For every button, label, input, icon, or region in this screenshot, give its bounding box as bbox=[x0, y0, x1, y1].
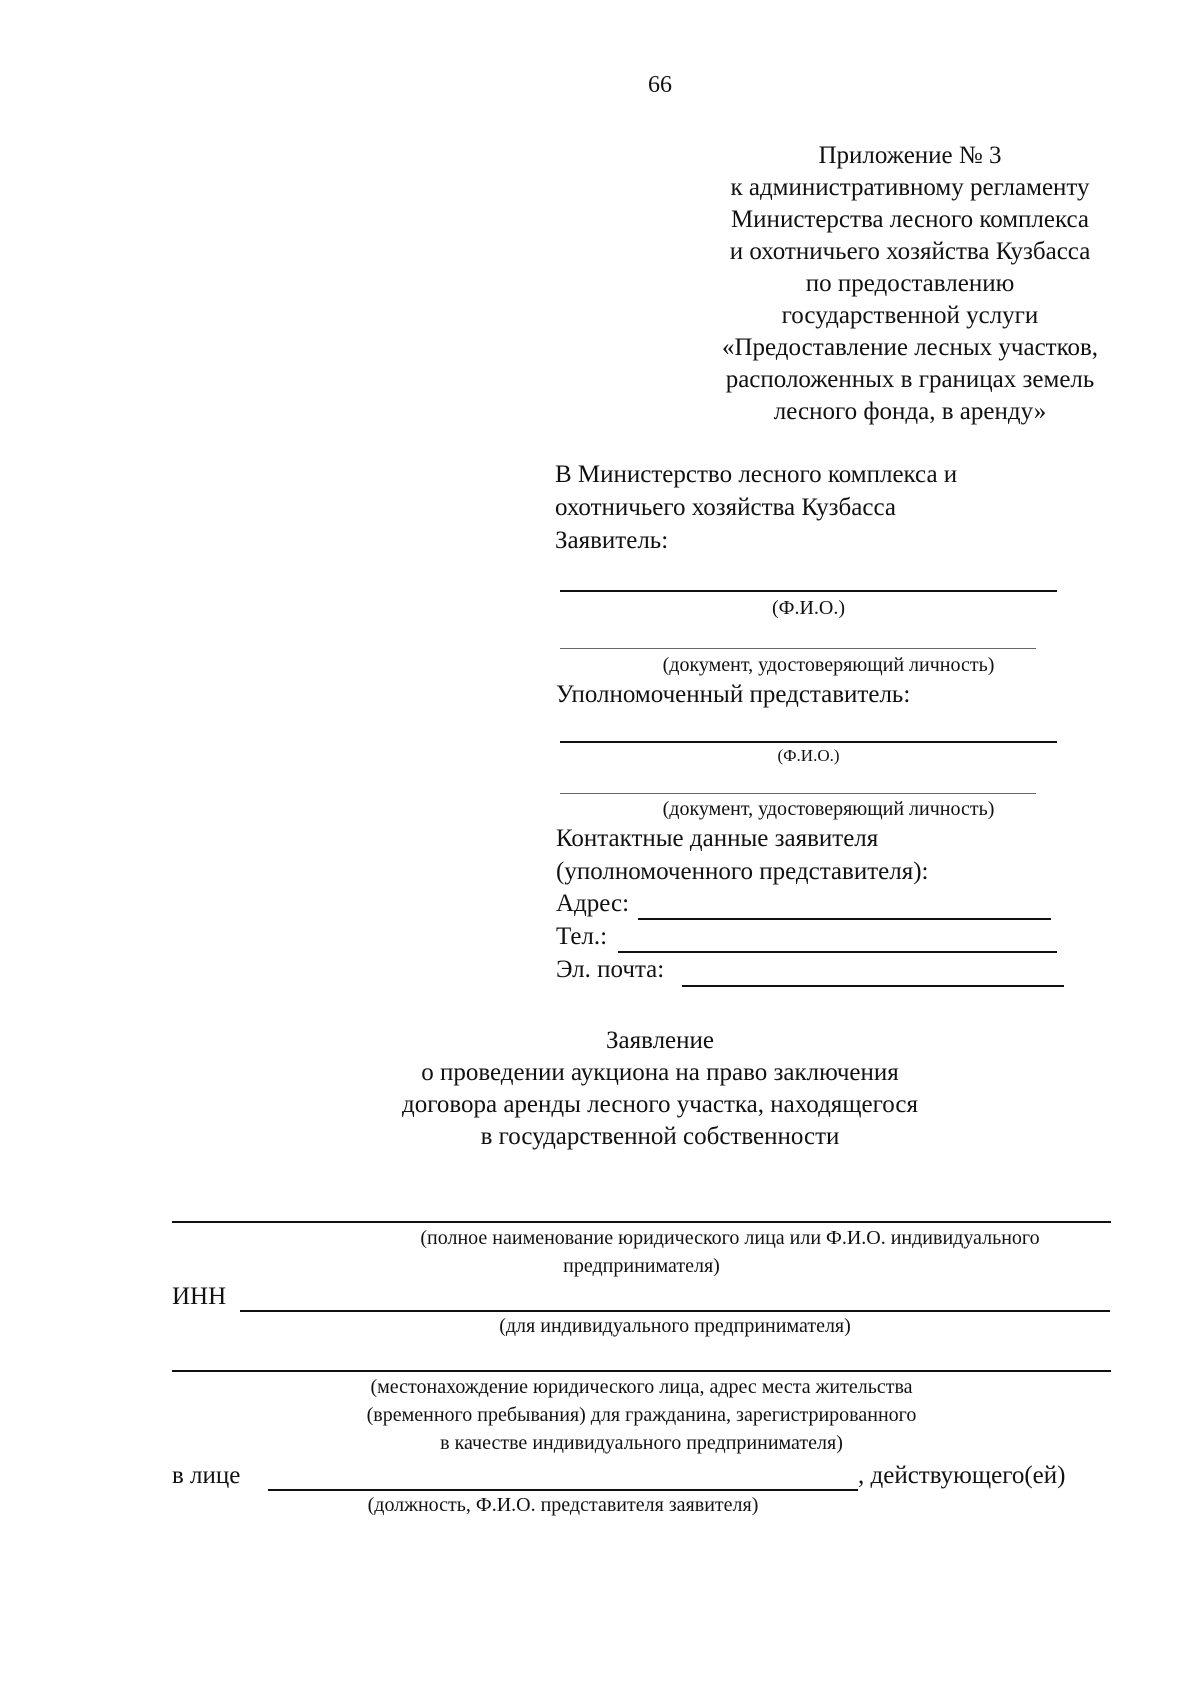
phone-label: Тел.: bbox=[556, 923, 608, 950]
representative-fio-caption: (Ф.И.О.) bbox=[777, 746, 840, 765]
title-line: о проведении аукциона на право заключения bbox=[421, 1059, 899, 1086]
representative-label: Уполномоченный представитель: bbox=[556, 681, 911, 708]
applicant-fio-field[interactable] bbox=[560, 590, 1057, 592]
appendix-line: расположенных в границах земель bbox=[725, 366, 1095, 393]
full-name-field[interactable] bbox=[172, 1221, 1111, 1223]
location-field[interactable] bbox=[172, 1370, 1111, 1372]
inn-label: ИНН bbox=[172, 1283, 227, 1310]
location-caption-3: в качестве индивидуального предпринимателя) bbox=[440, 1432, 843, 1454]
addressee-block bbox=[555, 458, 957, 557]
full-name-caption: (полное наименование юридического лица или Ф.И.О. индивидуального bbox=[420, 1227, 1040, 1249]
inn-field[interactable] bbox=[240, 1310, 1110, 1312]
appendix-line: лесного фонда, в аренду» bbox=[773, 398, 1047, 425]
representative-document-caption: (документ, удостоверяющий личность) bbox=[662, 798, 995, 820]
statement-title bbox=[0, 1025, 1200, 1153]
title-line: договора аренды лесного участка, находящегося bbox=[402, 1091, 918, 1118]
appendix-line: Приложение № 3 bbox=[818, 142, 1002, 169]
appendix-line: и охотничьего хозяйства Кузбасса bbox=[729, 238, 1091, 265]
appendix-line: к административному регламенту bbox=[730, 174, 1090, 201]
appendix-line: Министерства лесного комплекса bbox=[730, 206, 1090, 233]
inn-caption: (для индивидуального предпринимателя) bbox=[499, 1315, 851, 1337]
addressee-line: В Министерство лесного комплекса и bbox=[555, 461, 958, 488]
page-number: 66 bbox=[648, 72, 672, 98]
appendix-line: «Предоставление лесных участков, bbox=[721, 334, 1099, 361]
email-field[interactable] bbox=[682, 985, 1064, 987]
in-person-label: в лице bbox=[172, 1462, 241, 1489]
email-label: Эл. почта: bbox=[556, 956, 665, 983]
contacts-heading: Контактные данные заявителя bbox=[556, 825, 879, 852]
address-label: Адрес: bbox=[556, 890, 630, 917]
full-name-caption-2: предпринимателя) bbox=[563, 1255, 720, 1277]
contacts-heading-sub: (уполномоченного представителя): bbox=[556, 858, 929, 885]
address-field[interactable] bbox=[638, 918, 1051, 920]
position-caption: (должность, Ф.И.О. представителя заявителя) bbox=[367, 1494, 759, 1516]
title-line: Заявление bbox=[605, 1027, 715, 1054]
location-caption-1: (местонахождение юридического лица, адрес места жительства bbox=[370, 1376, 913, 1398]
applicant-fio-caption: (Ф.И.О.) bbox=[771, 597, 845, 619]
appendix-header bbox=[680, 140, 1140, 428]
addressee-line: охотничьего хозяйства Кузбасса bbox=[555, 494, 896, 521]
representative-document-field[interactable] bbox=[560, 793, 1036, 794]
addressee-line: Заявитель: bbox=[555, 527, 669, 554]
location-caption-2: (временного пребывания) для гражданина, зарегистрированного bbox=[366, 1404, 917, 1426]
appendix-line: по предоставлению bbox=[805, 270, 1015, 297]
applicant-document-caption: (документ, удостоверяющий личность) bbox=[662, 654, 995, 676]
appendix-line: государственной услуги bbox=[781, 302, 1039, 329]
title-line: в государственной собственности bbox=[480, 1123, 840, 1150]
applicant-document-field[interactable] bbox=[560, 648, 1036, 649]
representative-fio-field[interactable] bbox=[560, 741, 1057, 743]
acting-label: , действующего(ей) bbox=[858, 1462, 1066, 1489]
phone-field[interactable] bbox=[618, 951, 1057, 953]
representative-position-field[interactable] bbox=[268, 1489, 858, 1491]
